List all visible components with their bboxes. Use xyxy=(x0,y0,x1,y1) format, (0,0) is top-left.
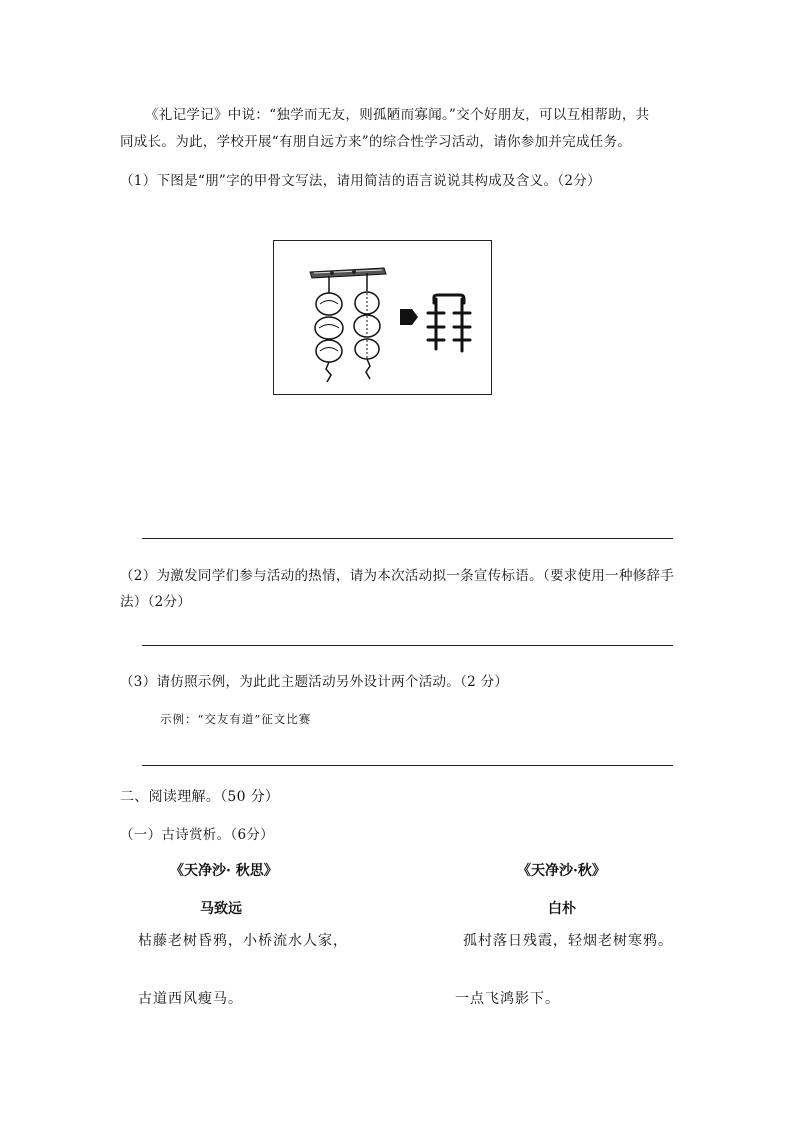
stick-icon xyxy=(310,268,386,278)
subsection-1-heading: （一）古诗赏析。（6分） xyxy=(120,827,274,843)
poem-1-author: 马致远 xyxy=(200,901,242,917)
question-3-example: 示例：“交友有道”征文比赛 xyxy=(160,712,312,726)
poem-1-title: 《天净沙· 秋思》 xyxy=(170,863,278,879)
intro-line-1: 《礼记学记》中说：“独学而无友，则孤陋而寡闻。”交个好朋友，可以互相帮助，共 xyxy=(145,107,650,123)
poem-1-line-1: 枯藤老树昏鸦，小桥流水人家， xyxy=(138,933,348,949)
peng-character-illustration xyxy=(274,241,493,396)
question-2-line-1: （2）为激发同学们参与活动的热情，请为本次活动拟一条宣传标语。（要求使用一种修辞手 xyxy=(120,568,675,584)
poem-2-author: 白朴 xyxy=(548,901,576,917)
oracle-bone-peng-icon xyxy=(428,295,470,351)
poem-2-title: 《天净沙·秋》 xyxy=(517,863,606,879)
answer-line-2[interactable] xyxy=(142,645,673,646)
shell-string-right-icon xyxy=(354,273,380,379)
shell-string-left-icon xyxy=(315,276,343,382)
answer-line-1[interactable] xyxy=(142,538,673,539)
answer-line-3[interactable] xyxy=(142,765,673,766)
question-3: （3）请仿照示例，为此此主题活动另外设计两个活动。（2 分） xyxy=(120,674,509,690)
poem-1-line-2: 古道西风瘦马。 xyxy=(138,991,243,1007)
question-2-line-2: 法）（2分） xyxy=(120,594,192,610)
oracle-bone-figure xyxy=(273,240,492,395)
section-2-heading: 二、阅读理解。（50 分） xyxy=(120,789,280,805)
arrow-right-icon xyxy=(400,309,418,325)
intro-line-2: 同成长。为此，学校开展“有朋自远方来”的综合性学习活动，请你参加并完成任务。 xyxy=(120,134,632,150)
question-1: （1）下图是“朋”字的甲骨文写法，请用简洁的语言说说其构成及含义。（2分） xyxy=(120,173,601,189)
poem-2-line-2: 一点飞鸿影下。 xyxy=(455,991,560,1007)
poem-2-line-1: 孤村落日残霞，轻烟老树寒鸦。 xyxy=(463,933,673,949)
